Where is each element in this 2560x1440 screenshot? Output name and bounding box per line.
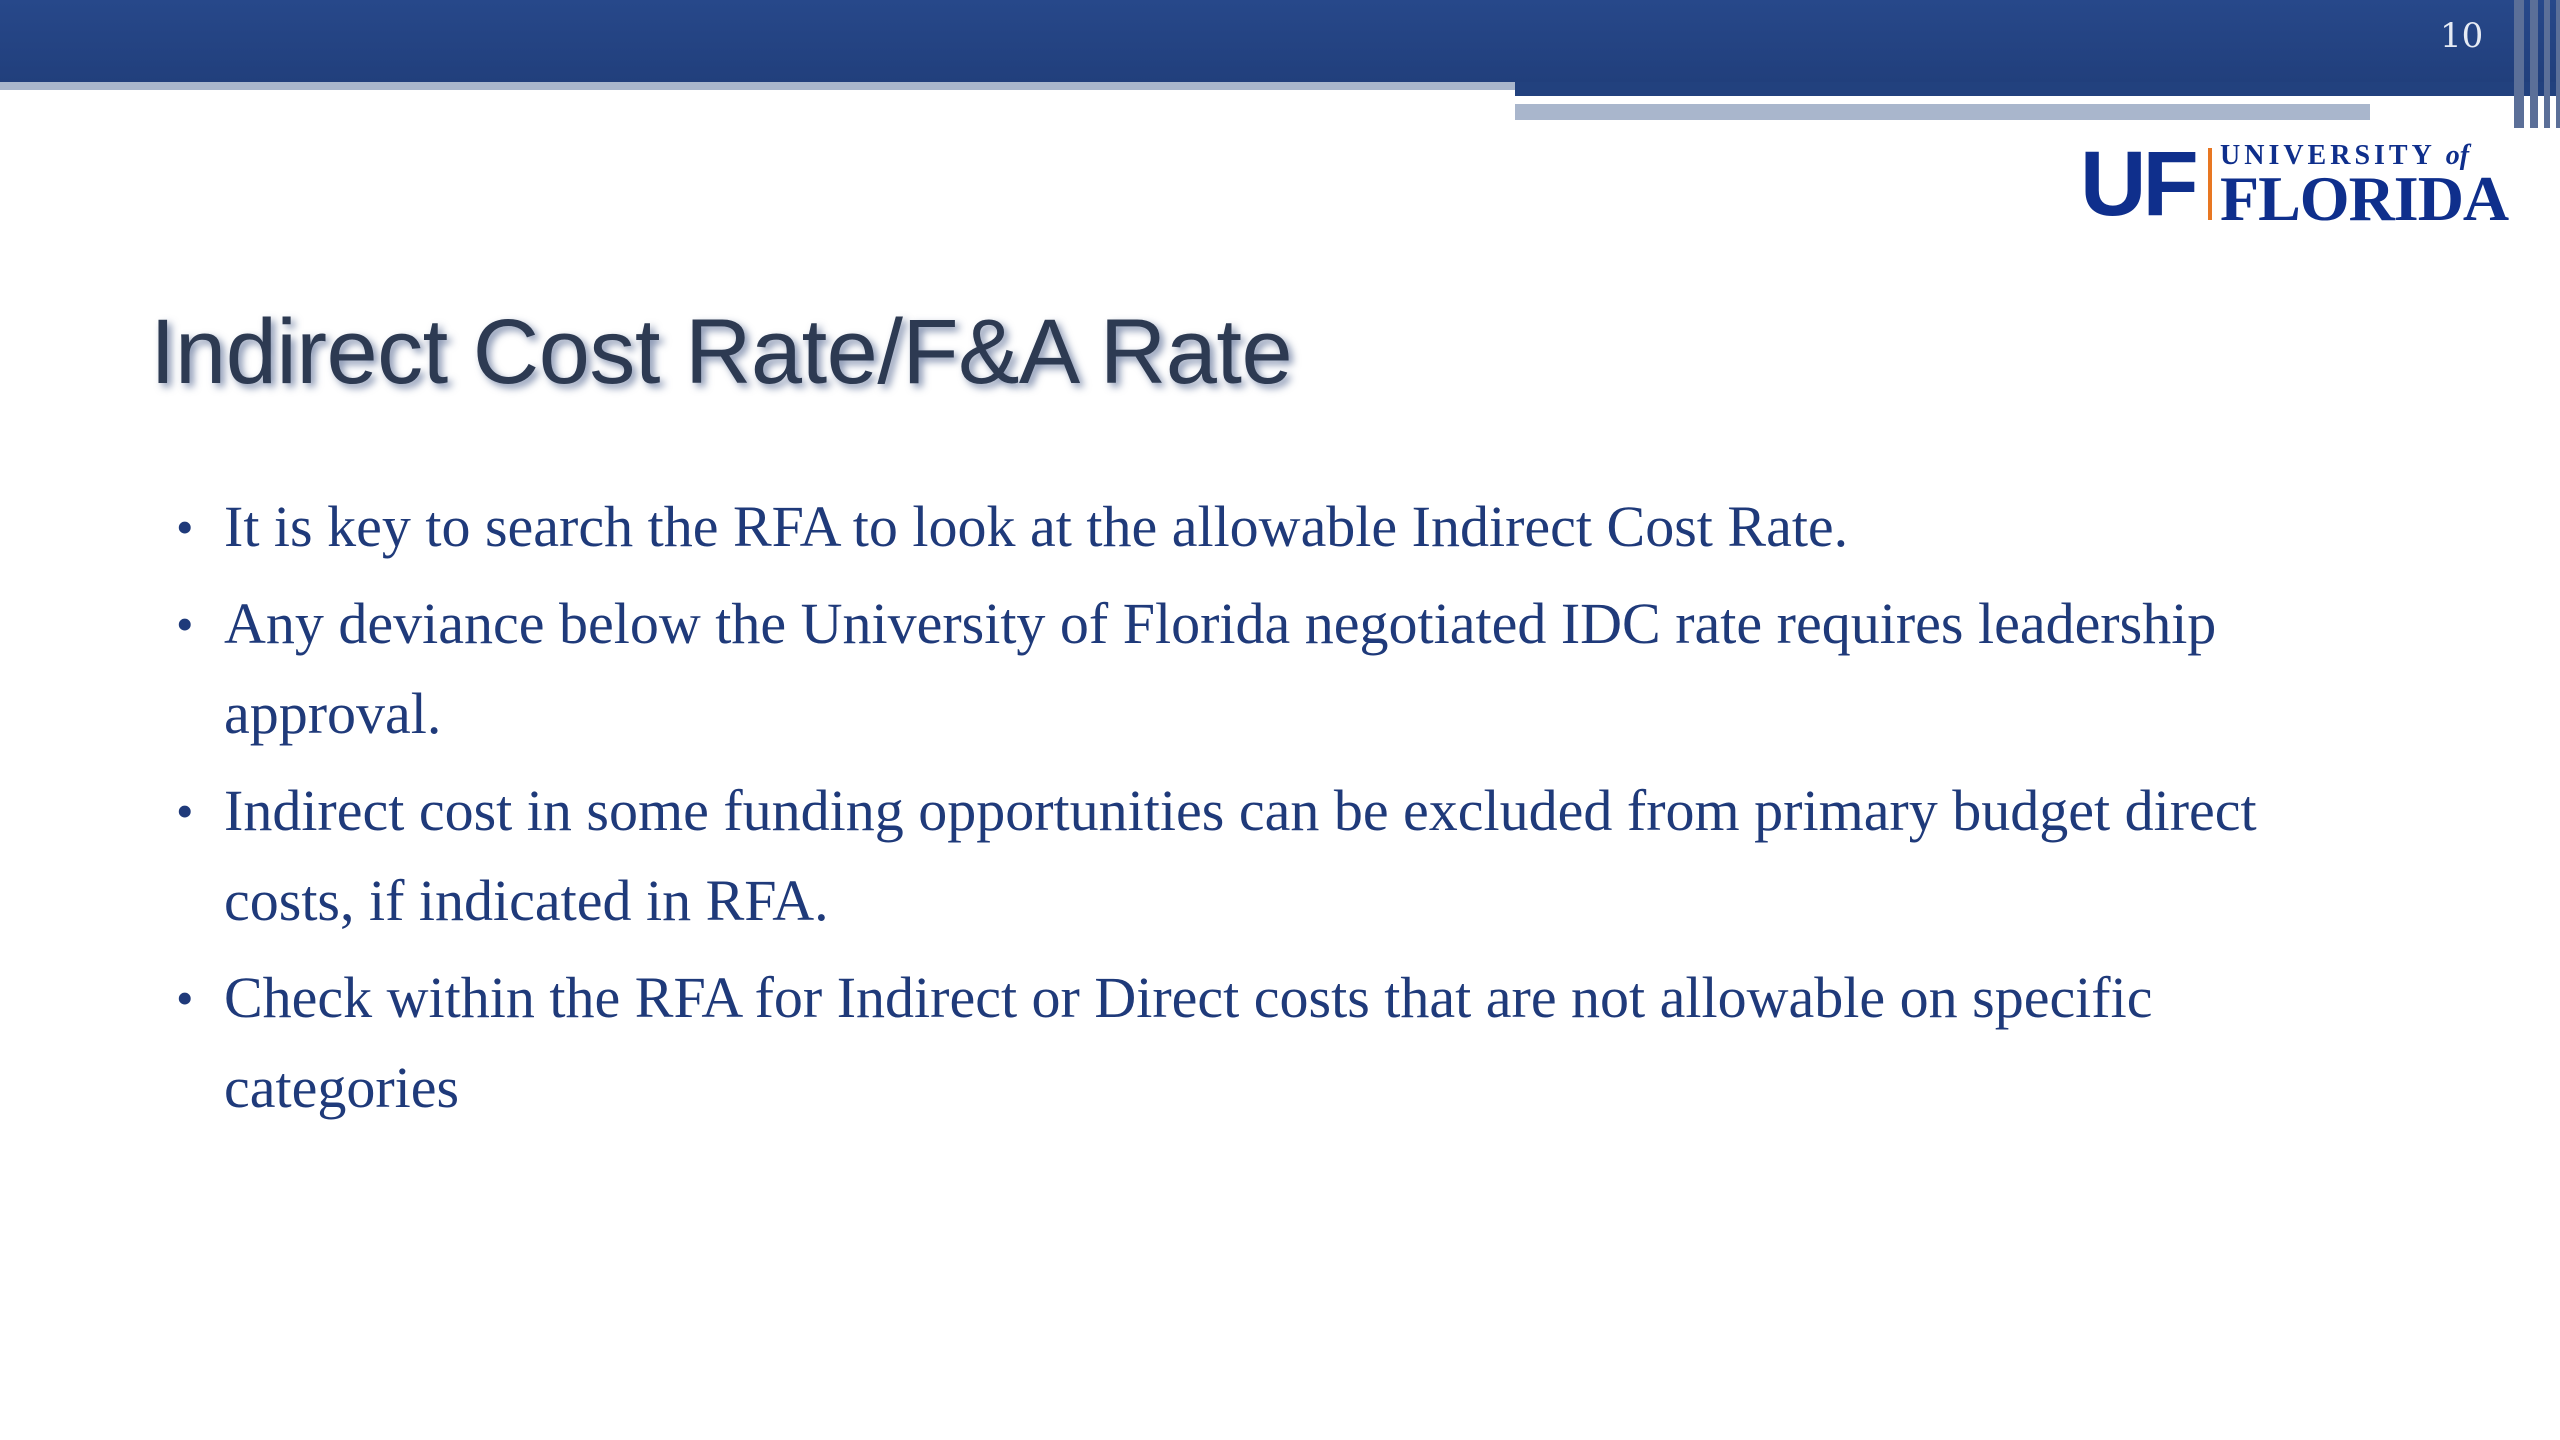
stripe [2514, 0, 2524, 128]
logo-divider [2208, 148, 2212, 220]
logo-uf-mark: UF [2080, 133, 2195, 235]
stripe [2544, 0, 2550, 128]
bullet-text: Check within the RFA for Indirect or Direct costs that are not allowable on specific categories [224, 965, 2153, 1120]
uf-logo [2080, 133, 2520, 235]
bullet-text: Any deviance below the University of Florida negotiated IDC rate requires leadership approval. [224, 591, 2217, 746]
bullet-dot: • [176, 783, 194, 839]
header-band-right-light [1515, 104, 2370, 120]
bullet-dot: • [176, 970, 194, 1026]
header-underline-left [0, 82, 1515, 90]
header-band-right-gap [1515, 96, 2370, 104]
logo-of-text: of [2445, 140, 2470, 171]
logo-university-text: UNIVERSITY [2220, 140, 2435, 171]
list-item [170, 953, 2270, 1133]
logo-florida-text: FLORIDA [2220, 163, 2509, 234]
list-item [170, 579, 2270, 759]
list-item [170, 482, 2270, 572]
bullet-text: It is key to search the RFA to look at the allowable Indirect Cost Rate. [224, 494, 1849, 559]
slide-title: Indirect Cost Rate/F&A Rate [150, 301, 1293, 403]
stripe [2556, 0, 2560, 128]
stripe [2530, 0, 2538, 128]
top-header-band [0, 0, 2560, 82]
slide-number: 10 [2440, 16, 2484, 56]
bullet-dot: • [176, 499, 194, 555]
bullet-dot: • [176, 596, 194, 652]
list-item [170, 766, 2270, 946]
bullet-text: Indirect cost in some funding opportunities can be excluded from primary budget direct costs, if indicated in RFA. [224, 778, 2257, 933]
header-band-right-extension [1515, 82, 2560, 96]
bullet-list [170, 482, 2270, 1140]
